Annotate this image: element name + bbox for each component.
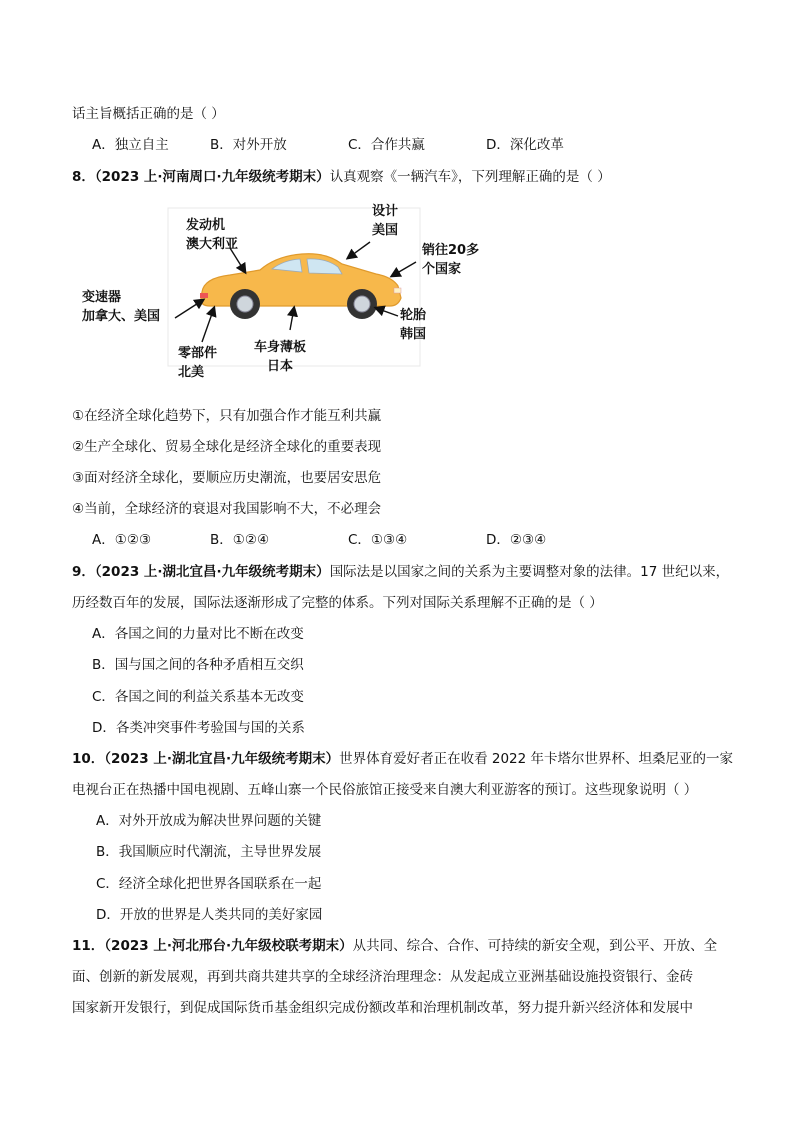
question-number: 8． bbox=[72, 169, 95, 185]
label-gearbox: 变速器 加拿大、美国 bbox=[82, 290, 161, 324]
question-9-stem bbox=[72, 560, 729, 580]
option-a: A．独立自主 bbox=[92, 137, 169, 153]
question-text: 认真观察《一辆汽车》，下列理解正确的是（ ） bbox=[329, 169, 611, 185]
option-d: D．深化改革 bbox=[486, 137, 564, 153]
question-source: （2023 上·河南周口·九年级统考期末） bbox=[94, 169, 330, 185]
option-d: D．开放的世界是人类共同的美好家园 bbox=[96, 907, 323, 923]
question-8-stem bbox=[72, 165, 611, 185]
car-figure bbox=[80, 200, 520, 390]
question-source: （2023 上·湖北宜昌·九年级统考期末） bbox=[104, 751, 340, 767]
question-10-stem bbox=[72, 747, 733, 767]
option-b: B．①②④ bbox=[210, 532, 270, 548]
label-sales: 销往20多 个国家 bbox=[422, 243, 480, 277]
option-d: D．②③④ bbox=[486, 532, 547, 548]
label-engine: 发动机 澳大利亚 bbox=[186, 218, 239, 252]
question-11-stem-line3: 国家新开发银行，到促成国际货币基金组织完成份额改革和治理机制改革，努力提升新兴经济体和发展中 bbox=[72, 1000, 693, 1016]
statement-4: ④当前，全球经济的衰退对我国影响不大，不必理会 bbox=[72, 501, 382, 517]
option-a: A．对外开放成为解决世界问题的关键 bbox=[96, 813, 322, 829]
statement-1: ①在经济全球化趋势下，只有加强合作才能互利共赢 bbox=[72, 408, 382, 424]
question-8-options bbox=[92, 528, 546, 548]
option-c: C．经济全球化把世界各国联系在一起 bbox=[96, 876, 322, 892]
question-text: 从共同、综合、合作、可持续的新安全观，到公平、开放、全 bbox=[352, 938, 718, 954]
question-number: 9． bbox=[72, 564, 95, 580]
question-text: 世界体育爱好者正在收看 2022 年卡塔尔世界杯、坦桑尼亚的一家 bbox=[339, 751, 734, 767]
option-b: B．我国顺应时代潮流，主导世界发展 bbox=[96, 844, 322, 860]
label-tire: 轮胎 韩国 bbox=[400, 308, 427, 342]
question-11-stem bbox=[72, 934, 717, 954]
option-c: C．①③④ bbox=[348, 532, 408, 548]
statement-3: ③面对经济全球化，要顺应历史潮流，也要居安思危 bbox=[72, 470, 382, 486]
option-c: C．各国之间的利益关系基本无改变 bbox=[92, 689, 304, 705]
question-10-stem-line2: 电视台正在热播中国电视剧、五峰山寨一个民俗旅馆正接受来自澳大利亚游客的预订。这些现象说明（ ） bbox=[72, 782, 698, 798]
option-a: A．各国之间的力量对比不断在改变 bbox=[92, 626, 304, 642]
statement-2: ②生产全球化、贸易全球化是经济全球化的重要表现 bbox=[72, 439, 382, 455]
label-body: 车身薄板 日本 bbox=[254, 340, 307, 374]
question-number: 11． bbox=[72, 938, 105, 954]
question-7-stem-tail: 话主旨概括正确的是（ ） bbox=[72, 106, 225, 122]
option-a: A．①②③ bbox=[92, 532, 152, 548]
label-parts: 零部件 北美 bbox=[178, 346, 218, 380]
option-b: B．国与国之间的各种矛盾相互交织 bbox=[92, 657, 304, 673]
question-7-options bbox=[92, 133, 564, 153]
question-9-stem-line2: 历经数百年的发展，国际法逐渐形成了完整的体系。下列对国际关系理解不正确的是（ ） bbox=[72, 595, 603, 611]
question-source: （2023 上·湖北宜昌·九年级统考期末） bbox=[94, 564, 330, 580]
option-b: B．对外开放 bbox=[210, 137, 287, 153]
question-text: 国际法是以国家之间的关系为主要调整对象的法律。17 世纪以来， bbox=[329, 564, 730, 580]
option-c: C．合作共赢 bbox=[348, 137, 425, 153]
question-source: （2023 上·河北邢台·九年级校联考期末） bbox=[104, 938, 353, 954]
question-11-stem-line2: 面、创新的新发展观，再到共商共建共享的全球经济治理理念：从发起成立亚洲基础设施投资银行、金砖 bbox=[72, 969, 693, 985]
question-number: 10． bbox=[72, 751, 105, 767]
label-design: 设计 美国 bbox=[372, 204, 399, 238]
option-d: D．各类冲突事件考验国与国的关系 bbox=[92, 720, 305, 736]
